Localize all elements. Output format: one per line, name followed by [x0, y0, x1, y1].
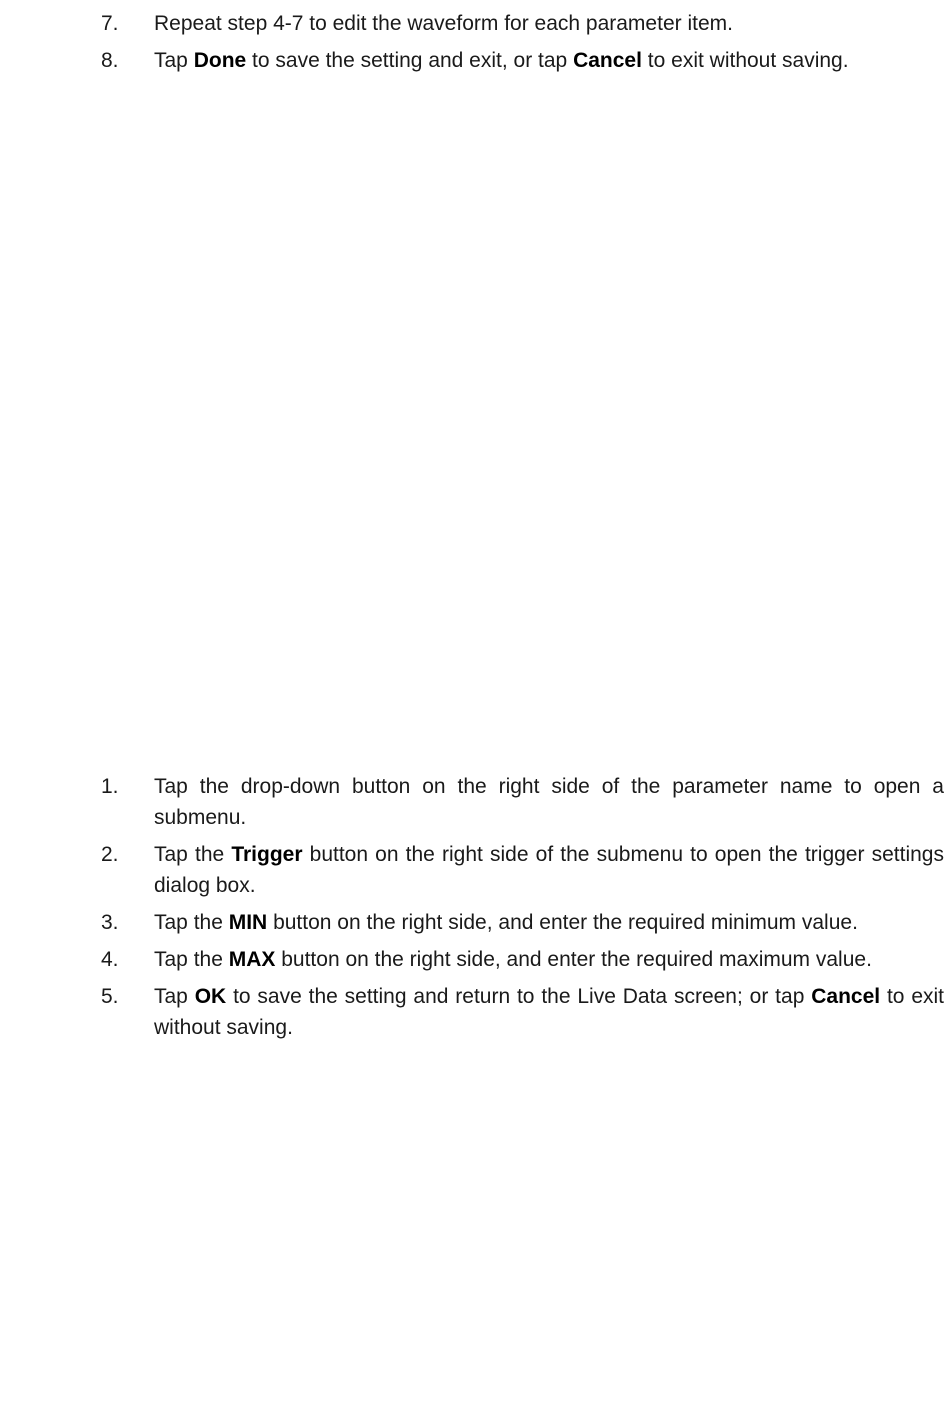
- step-number: 7.: [101, 12, 119, 35]
- step-text: Tap the Trigger button on the right side of the submenu to open the trigger settings dialog box.: [154, 843, 944, 897]
- step-item: [0, 907, 950, 938]
- cancel-keyword: Cancel: [811, 985, 881, 1008]
- min-keyword: MIN: [228, 911, 268, 934]
- step-item: [0, 944, 950, 975]
- step-number: 3.: [101, 911, 119, 934]
- ok-keyword: OK: [194, 985, 227, 1008]
- done-keyword: Done: [193, 49, 247, 72]
- step-number: 5.: [101, 985, 119, 1008]
- step-item: [0, 45, 950, 76]
- step-text: Tap the MIN button on the right side, and enter the required minimum value.: [154, 911, 858, 934]
- cancel-keyword: Cancel: [573, 49, 642, 72]
- step-number: 4.: [101, 948, 119, 971]
- max-keyword: MAX: [228, 948, 276, 971]
- step-number: 2.: [101, 843, 119, 866]
- trigger-keyword: Trigger: [231, 843, 303, 866]
- steps-list-bottom: [0, 771, 950, 1049]
- step-text: Tap OK to save the setting and return to the Live Data screen; or tap Cancel to exit without saving.: [154, 985, 944, 1039]
- step-number: 8.: [101, 49, 119, 72]
- steps-list-top: [0, 8, 950, 82]
- step-text: Tap the drop-down button on the right side of the parameter name to open a submenu.: [154, 775, 944, 829]
- step-text: Tap Done to save the setting and exit, or tap Cancel to exit without saving.: [154, 49, 849, 72]
- step-item: [0, 8, 950, 39]
- step-item: [0, 839, 950, 901]
- step-text: Repeat step 4-7 to edit the waveform for each parameter item.: [154, 12, 733, 35]
- step-number: 1.: [101, 775, 119, 798]
- step-text: Tap the MAX button on the right side, and enter the required maximum value.: [154, 948, 872, 971]
- step-item: [0, 771, 950, 833]
- step-item: [0, 981, 950, 1043]
